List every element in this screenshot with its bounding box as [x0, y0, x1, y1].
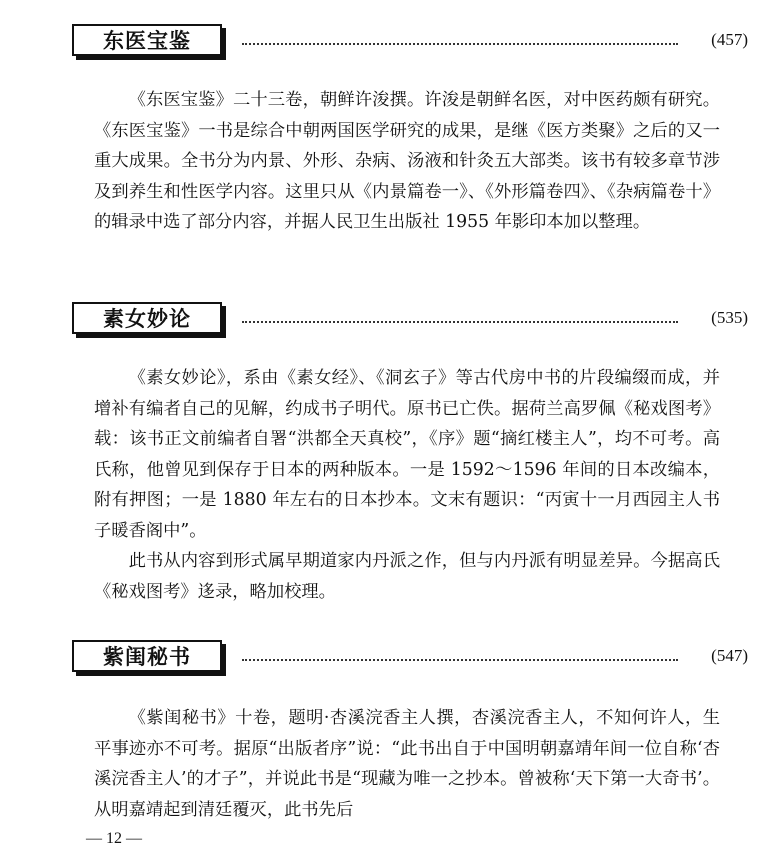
page-reference: (457): [711, 30, 748, 49]
page-reference: (535): [711, 308, 748, 327]
page-reference: (547): [711, 646, 748, 665]
section-heading: [72, 24, 748, 58]
section-title: 紫闺秘书: [72, 640, 222, 672]
paragraph: 《紫闺秘书》十卷，题明·杏溪浣香主人撰，杏溪浣香主人，不知何许人，生平事迹亦不可考。据原“出版者序”说：“此书出自于中国明朝嘉靖年间一位自称‘杏溪浣香主人’的才子”，并说此书是“现藏为唯一之抄本。曾被称‘天下第一大奇书’。从明嘉靖起到清廷覆灭，此书先后: [94, 708, 720, 820]
dot-leader: [242, 321, 678, 323]
page-number: — 12 —: [86, 830, 142, 847]
paragraph: 此书从内容到形式属早期道家内丹派之作，但与内丹派有明显差异。今据高氏《秘戏图考》迻录，略加校理。: [94, 551, 720, 602]
section-heading: [72, 640, 748, 674]
paragraph: 《东医宝鉴》二十三卷，朝鲜许浚撰。许浚是朝鲜名医，对中医药颇有研究。《东医宝鉴》一书是综合中朝两国医学研究的成果，是继《医方类聚》之后的又一重大成果。全书分为内景、外形、杂病、汤液和针灸五大部类。该书有较多章节涉及到养生和性医学内容。这里只从《内景篇卷一》、《外形篇卷四》、《杂病篇卷十》的辑录中选了部分内容，并据人民卫生出版社 1955 年影印本加以整理。: [94, 90, 720, 232]
dot-leader: [242, 659, 678, 661]
section-heading: [72, 302, 748, 336]
section-title: 素女妙论: [72, 302, 222, 334]
section-title: 东医宝鉴: [72, 24, 222, 56]
paragraph: 《素女妙论》，系由《素女经》、《洞玄子》等古代房中书的片段编缀而成，并增补有编者自己的见解，约成书子明代。原书已亡佚。据荷兰高罗佩《秘戏图考》载：该书正文前编者自署“洪都全天真校”，《序》题“摘红楼主人”，均不可考。高氏称，他曾见到保存于日本的两种版本。一是 1592～1596 年间的日本改编本，附有押图；一是 1880 年左右的日本抄本。文末有题识：“丙寅十一月西园主人书子暖香阁中”。: [94, 368, 720, 541]
dot-leader: [242, 43, 678, 45]
